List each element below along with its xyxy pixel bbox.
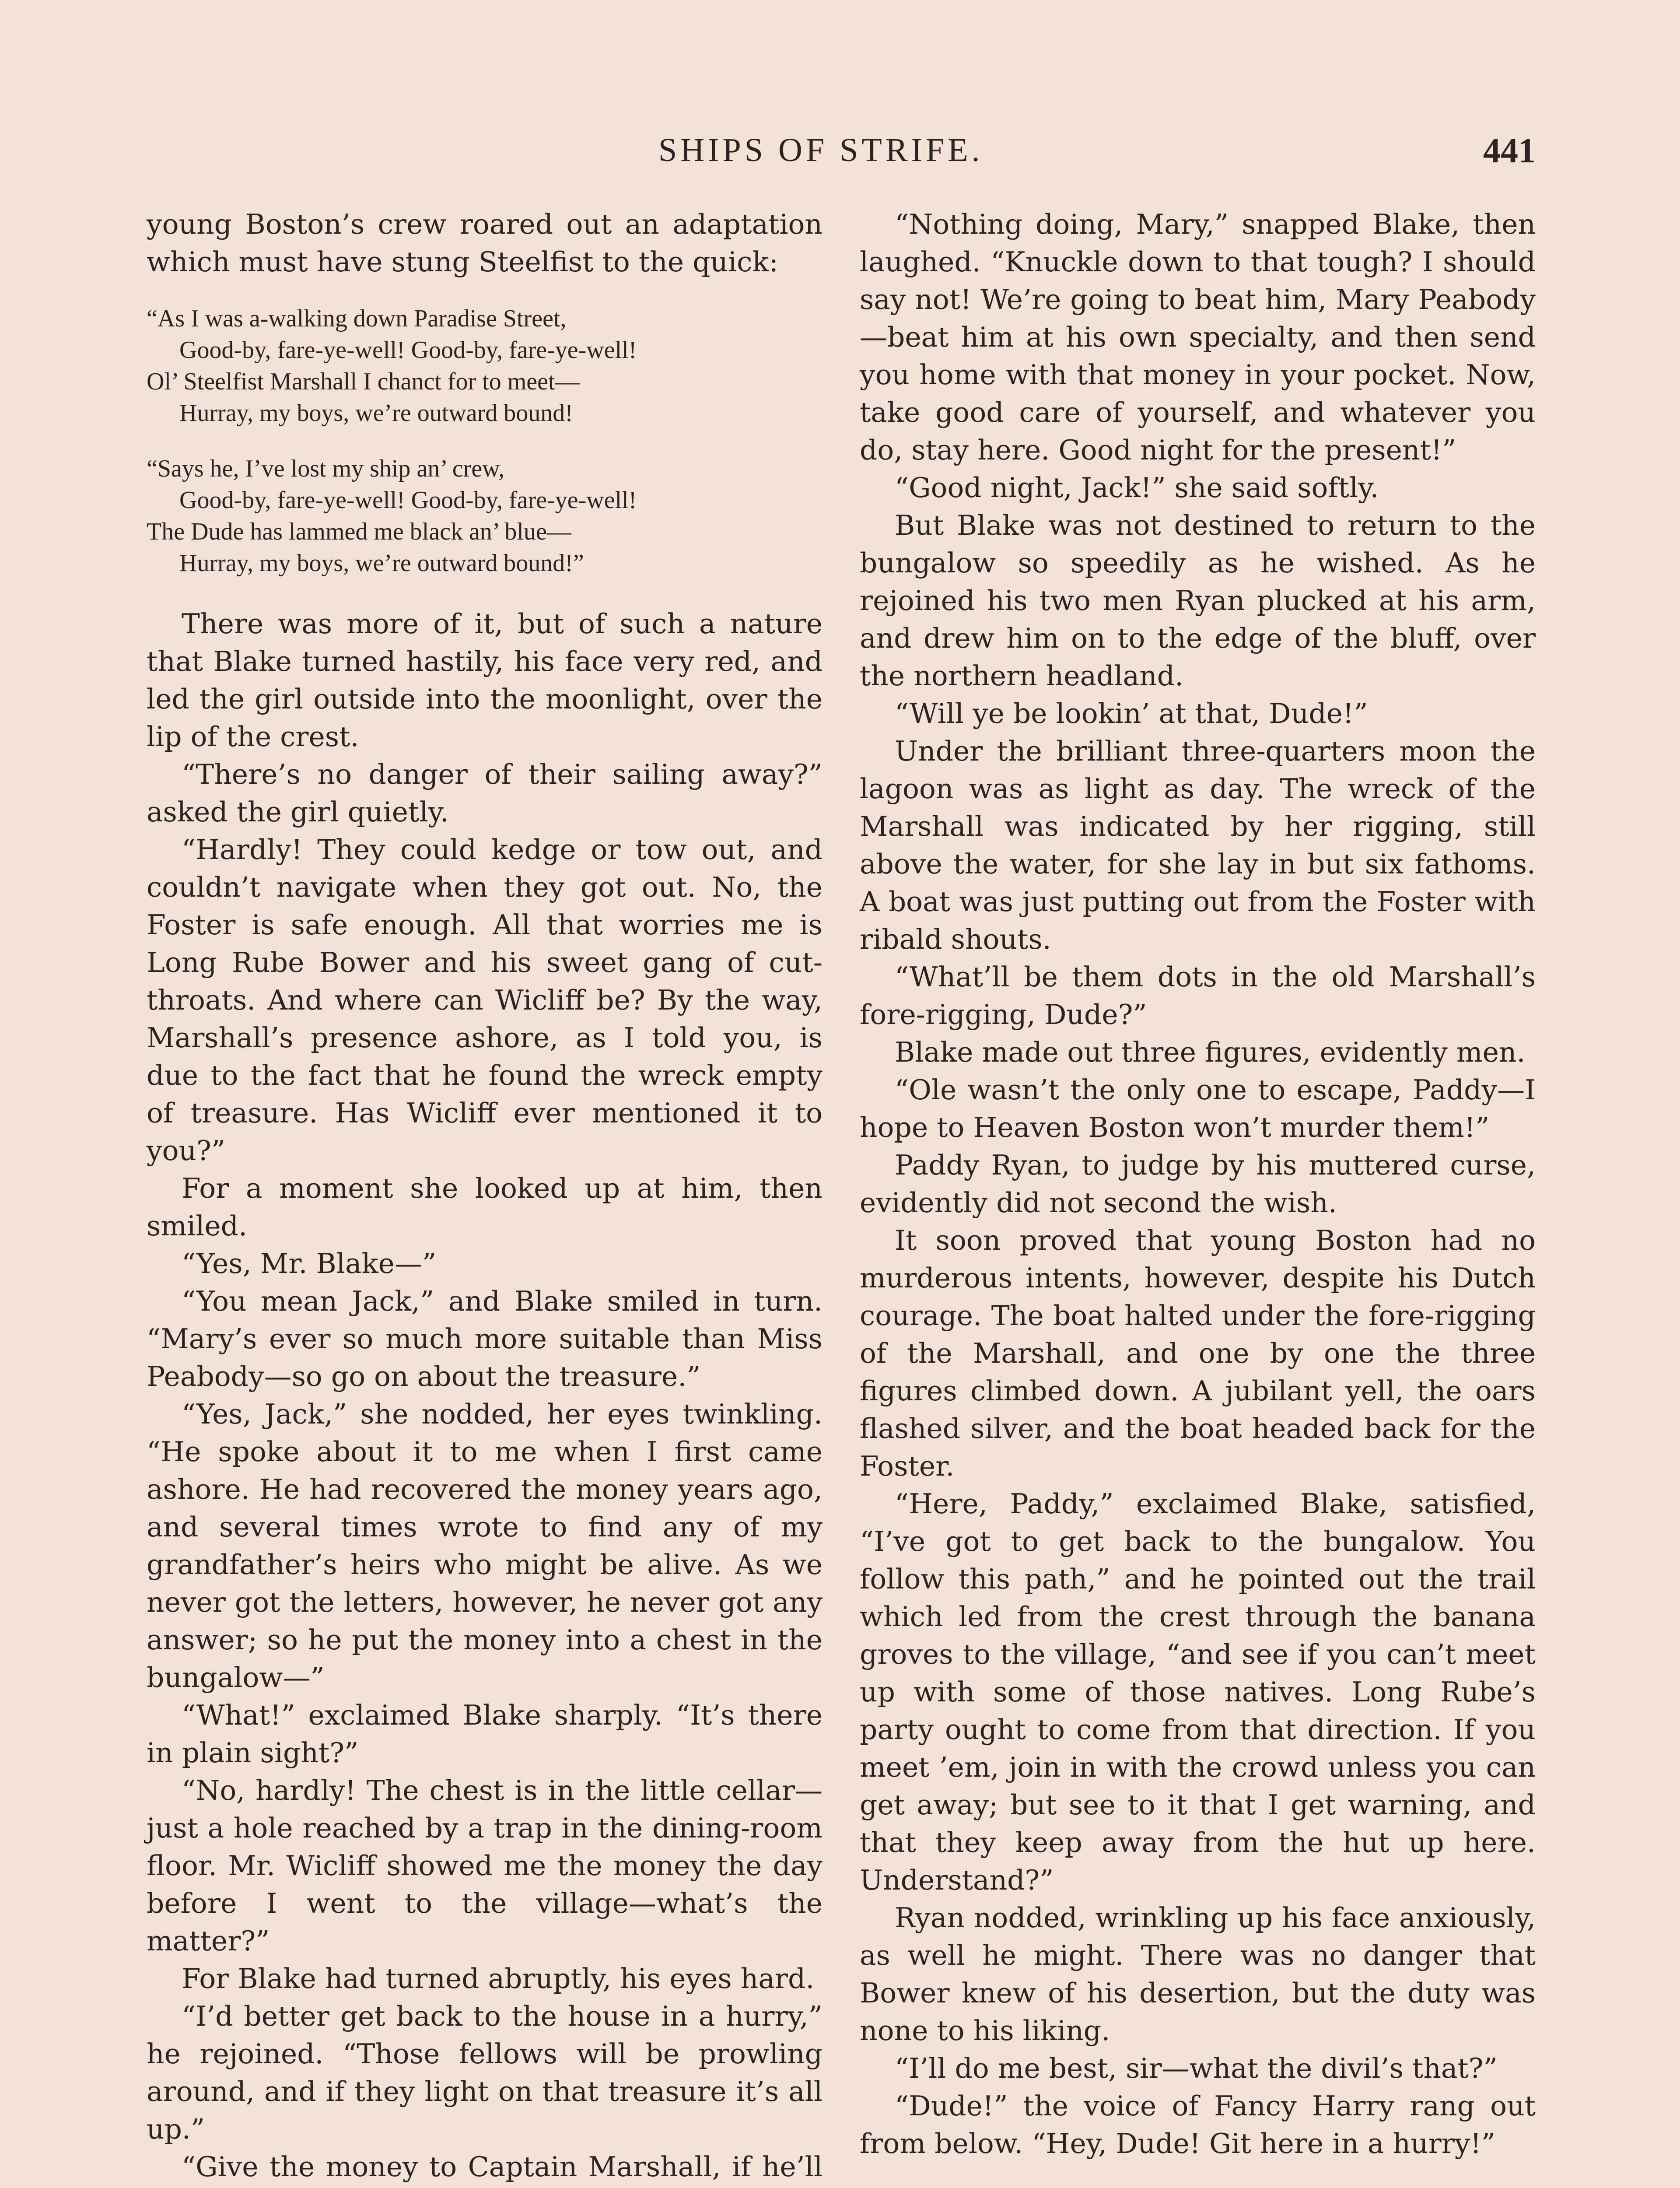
paragraph: “Dude!” the voice of Fancy Harry rang out from below. “Hey, Dude! Git here in a hurry!” <box>860 2090 1536 2160</box>
verse-stanza <box>147 303 822 429</box>
paragraph: young Boston’s crew roared out an adaptation which must have stung Steelfist to the quick: <box>147 208 822 278</box>
paragraph: “What!” exclaimed Blake sharply. “It’s there in plain sight?” <box>147 1699 822 1769</box>
paragraph: “Will ye be lookin’ at that, Dude!” <box>895 698 1368 729</box>
paragraph: “There’s no danger of their sailing away?” asked the girl quietly. <box>147 758 822 828</box>
paragraph: For a moment she looked up at him, then smiled. <box>147 1172 822 1242</box>
paragraph: “No, hardly! The chest is in the little cellar—just a hole reached by a trap in the dining-room floor. Mr. Wicliff showed me the money the day before I went to the village—what’s the matter?” <box>147 1774 822 1957</box>
verse-line: “As I was a-walking down Paradise Street, <box>147 305 567 332</box>
paragraph: “Ole wasn’t the only one to escape, Paddy—I hope to Heaven Boston won’t murder them!” <box>860 1074 1536 1143</box>
paragraph: It soon proved that young Boston had no murderous intents, however, despite his Dutch courage. The boat halted under the fore-rigging of the Marshall, and one by one the three figures climbed down. A jubilant yell, the oars flashed silver, and the boat headed back for the Foster. <box>860 1224 1536 1482</box>
verse-line: Good-by, fare-ye-well! Good-by, fare-ye-well! <box>179 337 637 364</box>
paragraph: For Blake had turned abruptly, his eyes hard. <box>182 1963 815 1995</box>
verse-line: The Dude has lammed me black an’ blue— <box>147 518 571 545</box>
paragraph: “I’d better get back to the house in a hurry,” he rejoined. “Those fellows will be prowling around, and if they light on that treasure it’s all up.” <box>147 2000 822 2145</box>
right-column <box>860 206 1536 2163</box>
verse-line: Ol’ Steelfist Marshall I chanct for to meet— <box>147 368 580 395</box>
verse-line: Hurray, my boys, we’re outward bound!” <box>179 550 584 577</box>
paragraph: But Blake was not destined to return to the bungalow so speedily as he wished. As he rejoined his two men Ryan plucked at his arm, and drew him on to the edge of the bluff, over the northern headland. <box>860 509 1536 692</box>
verse-line: “Says he, I’ve lost my ship an’ crew, <box>147 455 504 482</box>
verse-line: Hurray, my boys, we’re outward bound! <box>179 400 573 427</box>
paragraph: “You mean Jack,” and Blake smiled in turn. “Mary’s ever so much more suitable than Miss Peabody—so go on about the treasure.” <box>147 1285 822 1392</box>
running-head: SHIPS OF STRIFE. <box>658 132 984 168</box>
paragraph: “Here, Paddy,” exclaimed Blake, satisfied, “I’ve got to get back to the bungalow. You follow this path,” and he pointed out the trail which led from the crest through the banana groves to the village, “and see if you can’t meet up with some of those natives. Long Rube’s party ought to come from that direction. If you meet ’em, join in with the crowd unless you can get away; but see to it that I get warning, and that they keep away from the hut up here. Understand?” <box>860 1488 1536 1896</box>
paragraph: “Hardly! They could kedge or tow out, and couldn’t navigate when they got out. No, the Foster is safe enough. All that worries me is Long Rube Bower and his sweet gang of cut-throats. And where can Wicliff be? By the way, Marshall’s presence ashore, as I told you, is due to the fact that he found the wreck empty of treasure. Has Wicliff ever mentioned it to you?” <box>147 834 822 1167</box>
paragraph: “What’ll be them dots in the old Marshall’s fore-rigging, Dude?” <box>860 961 1536 1031</box>
paragraph: Ryan nodded, wrinkling up his face anxiously, as well he might. There was no danger that Bower knew of his desertion, but the duty was none to his liking. <box>860 1902 1536 2047</box>
left-column <box>147 206 822 2188</box>
paragraph: “Yes, Mr. Blake—” <box>182 1248 437 1280</box>
verse-line: Good-by, fare-ye-well! Good-by, fare-ye-well! <box>179 487 637 514</box>
paragraph: “I’ll do me best, sir—what the divil’s that?” <box>895 2052 1498 2084</box>
paragraph: There was more of it, but of such a nature that Blake turned hastily, his face very red, and led the girl outside into the moonlight, over the lip of the crest. <box>147 608 822 753</box>
verse-stanza <box>147 453 822 579</box>
paragraph: Blake made out three figures, evidently men. <box>895 1036 1526 1068</box>
paragraph: “Give the money to Captain Marshall, if he’ll <box>182 2151 822 2183</box>
paragraph: Under the brilliant three-quarters moon the lagoon was as light as day. The wreck of the Marshall was indicated by her rigging, still above the water, for she lay in but six fathoms. A boat was just putting out from the Foster with ribald shouts. <box>860 735 1536 955</box>
song-verse <box>147 303 822 579</box>
page-header <box>147 131 1536 179</box>
paragraph: “Nothing doing, Mary,” snapped Blake, then laughed. “Knuckle down to that tough? I should say not! We’re going to beat him, Mary Peabody—beat him at his own specialty, and then send you home with that money in your pocket. Now, take good care of yourself, and whatever you do, stay here. Good night for the present!” <box>860 208 1536 466</box>
page-number: 441 <box>1483 132 1536 170</box>
paragraph: “Yes, Jack,” she nodded, her eyes twinkling. “He spoke about it to me when I first came ashore. He had recovered the money years ago, and several times wrote to find any of my grandfather’s heirs who might be alive. As we never got the letters, however, he never got any answer; so he put the money into a chest in the bungalow—” <box>147 1398 822 1694</box>
paragraph: “Good night, Jack!” she said softly. <box>895 472 1379 504</box>
paragraph: Paddy Ryan, to judge by his muttered curse, evidently did not second the wish. <box>860 1149 1536 1219</box>
